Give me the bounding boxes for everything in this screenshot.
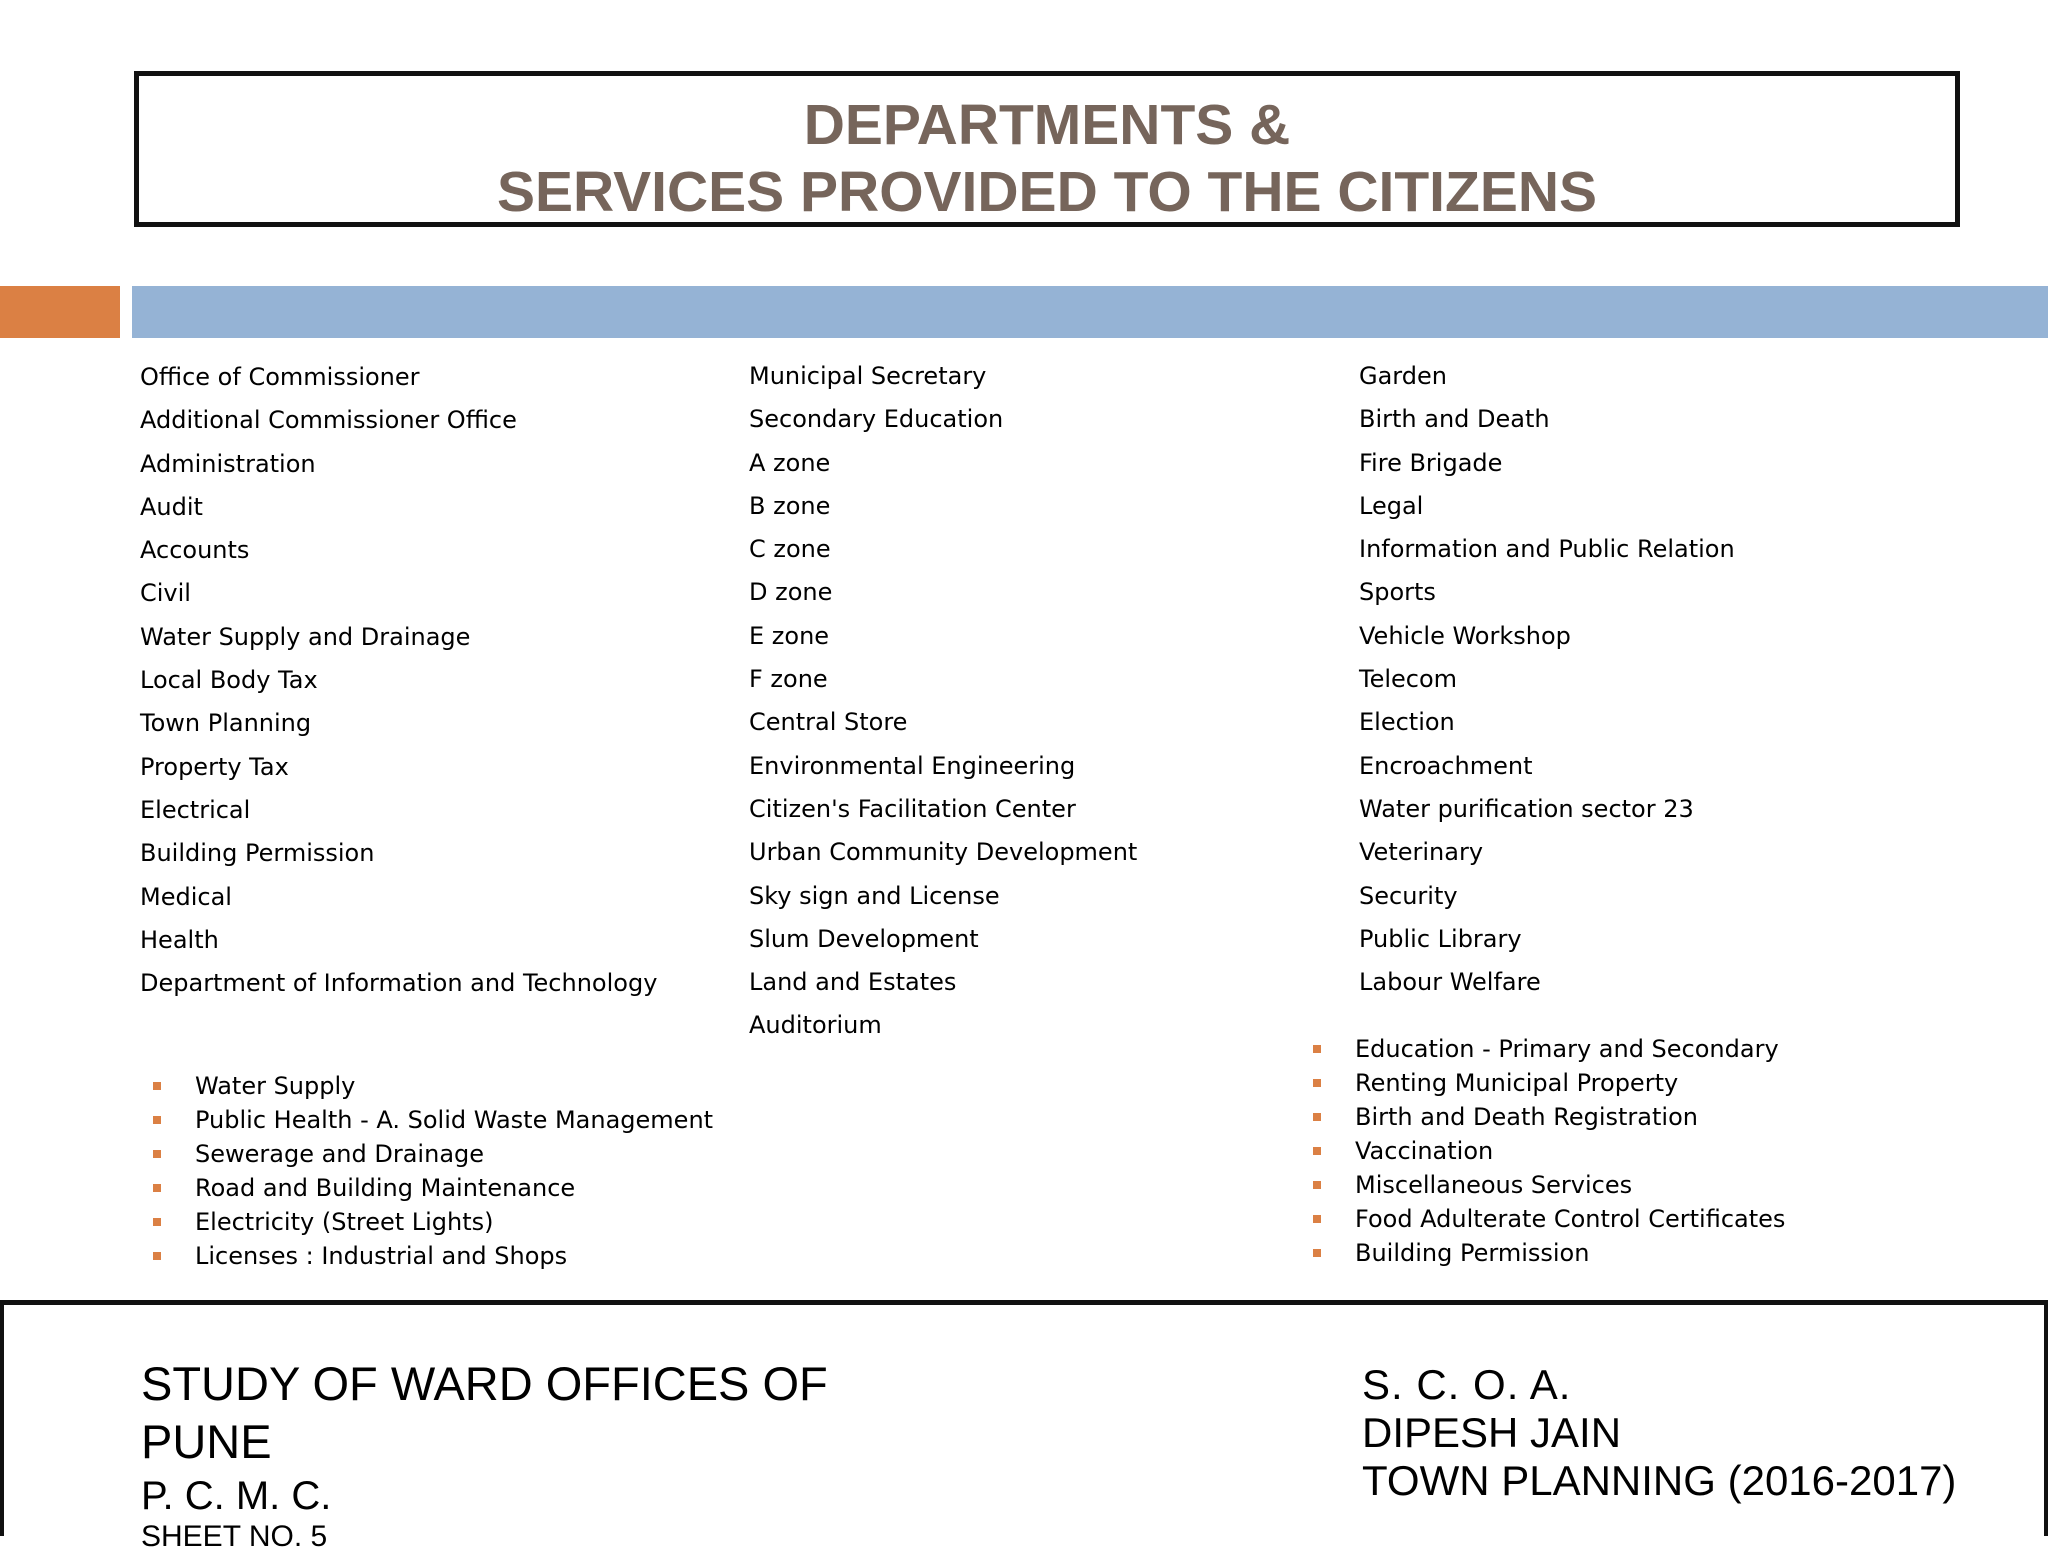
department-item: Civil [140, 579, 191, 608]
footer-study-title-line-1: STUDY OF WARD OFFICES OF [141, 1357, 828, 1410]
service-item [1313, 1236, 1785, 1270]
footer-author: DIPESH JAIN [1362, 1409, 1622, 1456]
services-list-right [1313, 1032, 1785, 1270]
square-bullet-icon [1313, 1147, 1321, 1155]
department-item: Labour Welfare [1359, 968, 1541, 997]
square-bullet-icon [1313, 1079, 1321, 1087]
department-item: Environmental Engineering [749, 751, 1076, 780]
department-item: Medical [140, 882, 232, 911]
department-item: Accounts [140, 536, 250, 565]
department-item: Election [1359, 708, 1455, 737]
service-item [1313, 1168, 1785, 1202]
square-bullet-icon [153, 1252, 161, 1260]
title-box [134, 71, 1960, 227]
service-item-label: Renting Municipal Property [1355, 1069, 1679, 1097]
square-bullet-icon [1313, 1045, 1321, 1053]
service-item-label: Building Permission [1355, 1239, 1590, 1267]
services-list-left [153, 1069, 713, 1273]
department-item: Secondary Education [749, 405, 1004, 434]
department-list-col-2 [749, 361, 1137, 1054]
service-item-label: Birth and Death Registration [1355, 1103, 1698, 1131]
service-item-label: Water Supply [195, 1072, 356, 1100]
accent-bar-blue [132, 286, 2048, 338]
service-item [1313, 1202, 1785, 1236]
department-item: Audit [140, 492, 203, 521]
department-item: Telecom [1359, 665, 1458, 694]
department-item: C zone [749, 535, 831, 564]
department-item: Security [1359, 881, 1458, 910]
department-item: Veterinary [1359, 838, 1484, 867]
department-item: Local Body Tax [140, 666, 318, 695]
footer-course: TOWN PLANNING (2016-2017) [1362, 1457, 1957, 1504]
service-item-label: Electricity (Street Lights) [195, 1208, 494, 1236]
square-bullet-icon [1313, 1113, 1321, 1121]
department-list-col-1 [140, 362, 657, 1011]
department-item: B zone [749, 491, 831, 520]
page-title-line-2: SERVICES PROVIDED TO THE CITIZENS [496, 160, 1598, 224]
department-item: Public Library [1359, 924, 1522, 953]
square-bullet-icon [1313, 1249, 1321, 1257]
department-item: Encroachment [1359, 751, 1533, 780]
service-item [1313, 1134, 1785, 1168]
square-bullet-icon [153, 1082, 161, 1090]
department-item: Administration [140, 449, 316, 478]
service-item [153, 1205, 713, 1239]
service-item [1313, 1066, 1785, 1100]
square-bullet-icon [153, 1184, 161, 1192]
service-item [153, 1069, 713, 1103]
service-item [153, 1103, 713, 1137]
department-item: Office of Commissioner [140, 363, 420, 391]
service-item-label: Public Health - A. Solid Waste Management [195, 1106, 714, 1134]
department-item: D zone [749, 578, 833, 607]
service-item-label: Food Adulterate Control Certificates [1355, 1205, 1786, 1233]
department-item: Sky sign and License [749, 881, 1000, 910]
service-item [153, 1239, 713, 1273]
department-item: Land and Estates [749, 968, 957, 997]
service-item [1313, 1100, 1785, 1134]
service-item [1313, 1032, 1785, 1066]
page-title-line-1: DEPARTMENTS & [803, 93, 1291, 157]
service-item [153, 1137, 713, 1171]
department-item: Town Planning [140, 709, 312, 738]
footer-study-title-line-2: PUNE [141, 1415, 272, 1468]
accent-bar-orange [0, 286, 120, 338]
square-bullet-icon [153, 1150, 161, 1158]
square-bullet-icon [153, 1116, 161, 1124]
department-item: Additional Commissioner Office [140, 406, 517, 435]
department-item: Electrical [140, 795, 251, 824]
department-item: Sports [1359, 578, 1436, 607]
department-item: F zone [749, 665, 828, 694]
department-item: Urban Community Development [749, 838, 1138, 867]
department-item: Slum Development [749, 924, 979, 953]
service-item [153, 1171, 713, 1205]
square-bullet-icon [153, 1218, 161, 1226]
department-item: Vehicle Workshop [1359, 621, 1571, 650]
department-item: Garden [1359, 362, 1447, 390]
department-item: Water Supply and Drainage [140, 622, 471, 651]
department-item: Municipal Secretary [749, 362, 987, 390]
footer-school: S. C. O. A. [1362, 1361, 1572, 1408]
department-item: Birth and Death [1359, 405, 1550, 434]
square-bullet-icon [1313, 1215, 1321, 1223]
department-item: Information and Public Relation [1359, 535, 1735, 564]
department-item: Citizen's Facilitation Center [749, 794, 1076, 823]
service-item-label: Sewerage and Drainage [195, 1140, 485, 1168]
department-item: Building Permission [140, 839, 375, 868]
department-item: Fire Brigade [1359, 448, 1503, 477]
department-item: A zone [749, 448, 831, 477]
service-item-label: Licenses : Industrial and Shops [195, 1242, 568, 1270]
service-item-label: Road and Building Maintenance [195, 1174, 576, 1202]
department-item: Auditorium [749, 1011, 882, 1040]
department-item: E zone [749, 621, 830, 650]
department-item: Department of Information and Technology [140, 969, 658, 998]
service-item-label: Education - Primary and Secondary [1355, 1035, 1779, 1063]
department-item: Central Store [749, 708, 908, 737]
department-item: Property Tax [140, 752, 289, 781]
department-list-col-3 [1359, 361, 1735, 1010]
department-item: Legal [1359, 491, 1424, 520]
footer-box [0, 1300, 2048, 1553]
square-bullet-icon [1313, 1181, 1321, 1189]
department-item: Water purification sector 23 [1359, 794, 1694, 823]
department-item: Health [140, 925, 219, 954]
service-item-label: Vaccination [1355, 1137, 1494, 1165]
footer-sheet-number: SHEET NO. 5 [141, 1520, 328, 1553]
service-item-label: Miscellaneous Services [1355, 1171, 1633, 1199]
footer-organization: P. C. M. C. [141, 1474, 332, 1518]
